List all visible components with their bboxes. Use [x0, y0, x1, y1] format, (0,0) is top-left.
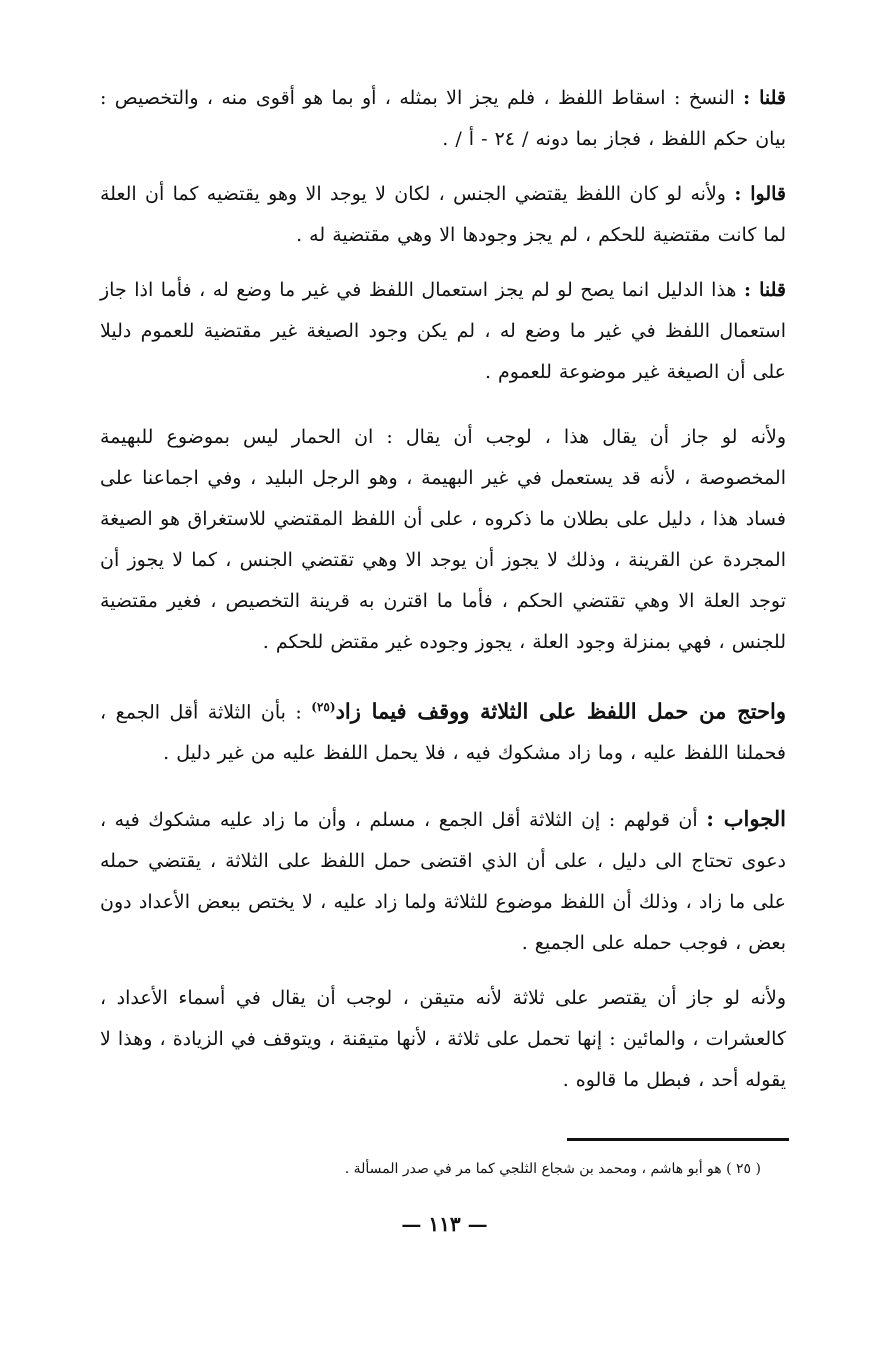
paragraph-6 — [100, 798, 786, 964]
paragraph-1-text: النسخ : اسقاط اللفظ ، فلم يجز الا بمثله ، أو بما هو أقوى منه ، والتخصيص : بيان حكم اللفظ ، فجاز بما دونه / ٢٤ - أ / . — [100, 87, 786, 150]
paragraph-5-lead: واحتج من حمل اللفظ على الثلاثة ووقف فيما زاد — [335, 698, 786, 724]
paragraph-1-lead: قلنا : — [743, 87, 786, 109]
paragraph-7-text: ولأنه لو جاز أن يقتصر على ثلاثة لأنه متيقن ، لوجب أن يقال في أسماء الأعداد ، كالعشرات ، والمائين : إنها تحمل على ثلاثة ، لأنها متيقنة ، ويتوقف في الزيادة ، وهذا لا يقوله أحد ، فبطل ما قالوه . — [100, 987, 786, 1092]
paragraph-6-lead: الجواب : — [706, 806, 787, 832]
paragraph-2-text: ولأنه لو كان اللفظ يقتضي الجنس ، لكان لا يوجد الا وهو يقتضيه كما أن العلة لما كانت مقتضية للحكم ، لم يجز وجودها الا وهي مقتضية له . — [100, 183, 786, 246]
paragraph-3-text: هذا الدليل انما يصح لو لم يجز استعمال اللفظ في غير ما وضع له ، فأما اذا جاز استعمال اللفظ في غير ما وضع له ، لم يكن وجود الصيغة غير مقتضية للعموم دليلا على أن الصيغة غير موضوعة للعموم . — [100, 279, 786, 383]
paragraph-7 — [100, 978, 786, 1101]
paragraph-4-text: ولأنه لو جاز أن يقال هذا ، لوجب أن يقال : ان الحمار ليس بموضوع للبهيمة المخصوصة ، لأنه قد يستعمل في غير البهيمة ، وهو الرجل البليد ، وفي اجماعنا على فساد هذا ، دليل على بطلان ما ذكروه ، على أن اللفظ المقتضي للاستغراق هو الصيغة المجردة عن القرينة ، وذلك لا يجوز أن يوجد الا وهي تقتضي الجنس ، كما لا يجوز أن توجد العلة الا وهي تقتضي الحكم ، فأما ما اقترن به قرينة التخصيص ، فغير مقتضية للجنس ، فهي بمنزلة وجود العلة ، يجوز وجوده غير مقتض للحكم . — [100, 426, 786, 653]
page-number: — ١١٣ — — [401, 1212, 488, 1236]
paragraph-1 — [100, 78, 786, 160]
page-body — [100, 78, 786, 1125]
paragraph-3 — [100, 270, 786, 393]
paragraph-2-lead: قالوا : — [734, 183, 786, 205]
footnote-ref-25: (٢٥) — [311, 700, 336, 714]
paragraph-2 — [100, 174, 786, 256]
paragraph-5-text: : بأن الثلاثة أقل الجمع ، فحملنا اللفظ عليه ، وما زاد مشكوك فيه ، فلا يحمل اللفظ عليه من غير دليل . — [100, 701, 786, 765]
paragraph-3-lead: قلنا : — [743, 279, 786, 301]
paragraph-5 — [100, 687, 786, 774]
paragraph-6-text: أن قولهم : إن الثلاثة أقل الجمع ، مسلم ، وأن ما زاد عليه مشكوك فيه ، دعوى تحتاج الى دليل ، على أن الذي اقتضى حمل اللفظ على الثلاثة ، يقتضي حمله على ما زاد ، وذلك أن اللفظ موضوع للثلاثة ولما زاد عليه ، لا يختص ببعض الأعداد دون بعض ، فوجب حمله على الجميع . — [100, 809, 786, 955]
footnote: ( ٢٥ ) هو أبو هاشم ، ومحمد بن شجاع الثلجي كما مر في صدر المسألة . — [344, 1161, 761, 1177]
footnote-separator — [567, 1138, 789, 1141]
paragraph-4 — [100, 417, 786, 663]
